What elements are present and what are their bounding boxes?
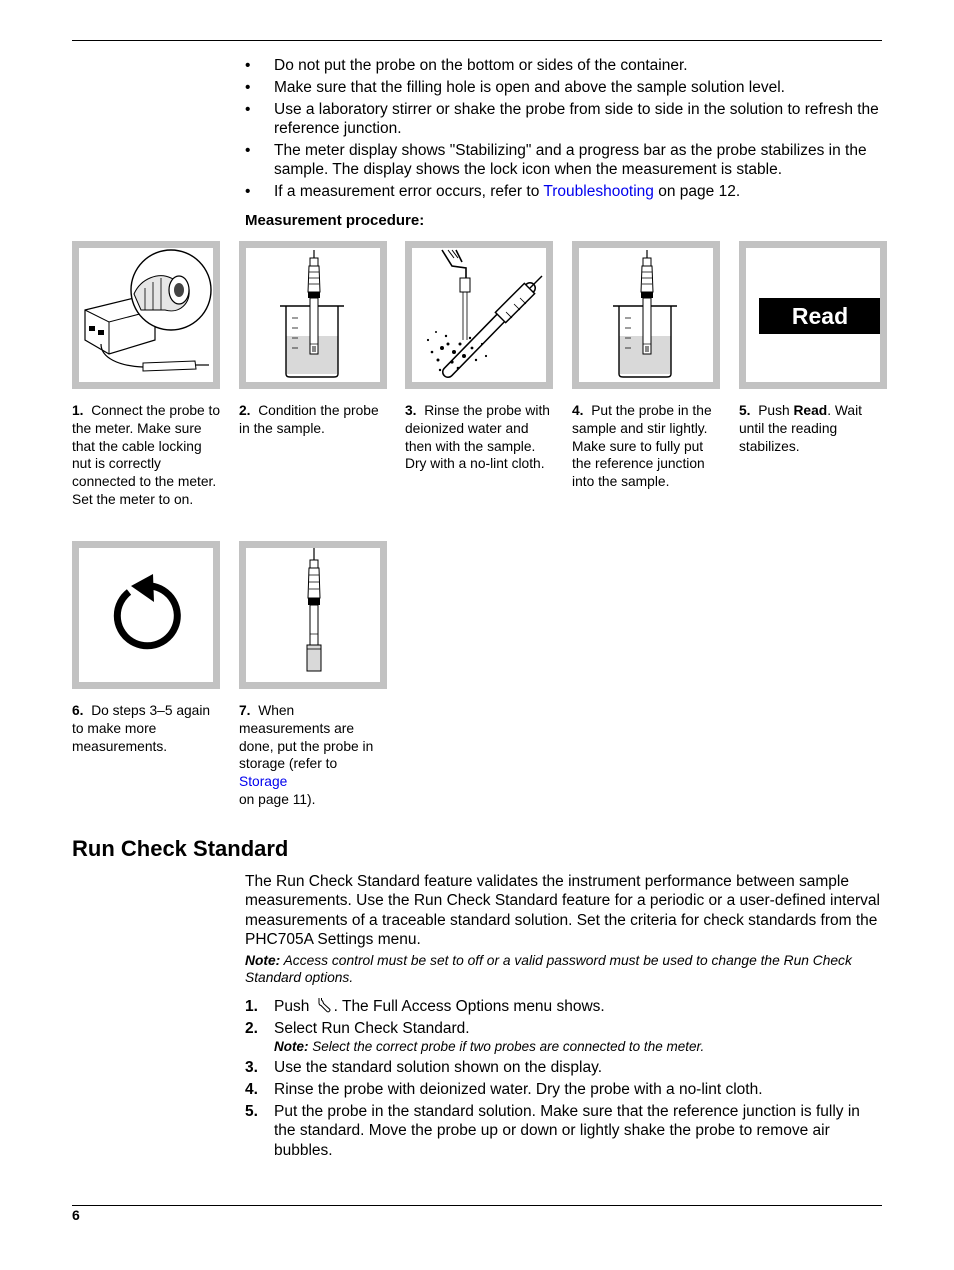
list-item: • Do not put the probe on the bottom or sides of the container. [245,57,688,74]
list-item: • The meter display shows "Stabilizing" and a progress bar as the probe stabilizes in the sample. The display shows the lock icon when the measurement is stable. [245,142,867,178]
precaution-list [245,56,885,204]
step-6-figure [72,541,220,689]
meter-connection-illustration [79,248,213,382]
step-4-figure [572,241,720,389]
step-3-figure [405,241,553,389]
step-5-figure [739,241,887,389]
probe-storage-illustration [246,548,380,682]
footer-rule [72,1205,882,1206]
rinse-probe-illustration [412,248,546,382]
run-check-steps [245,997,885,1163]
list-item: • If a measurement error occurs, refer to Troubleshooting on page 12. [245,183,741,200]
list-item: 1. Push . The Full Access Options menu shows. [245,998,605,1015]
probe-in-sample-illustration [579,248,713,382]
step-6-caption: 6. Do steps 3–5 again to make more measurements. [72,703,211,754]
header-rule [72,40,882,41]
list-item: • Make sure that the filling hole is open and above the sample solution level. [245,79,785,96]
intro-paragraph: The Run Check Standard feature validates the instrument performance between sample measurements. Use the Run Check Standard feature for a periodic or a user-defined interval measurements of a traceable standard solution. Set the criteria for check standards from the PHC705A Settings menu. [245,873,880,948]
step-1-figure [72,241,220,389]
step-5-caption: 5. Push Read. Wait until the reading stabilizes. [739,403,862,454]
troubleshooting-link[interactable]: Troubleshooting [543,183,654,200]
storage-link[interactable]: Storage [239,774,288,790]
access-note: Note: Access control must be set to off or a valid password must be used to change the Run Check Standard options. [245,953,852,985]
list-item: 2. Select Run Check Standard. Note: Select the correct probe if two probes are connected to the meter. [245,1019,885,1054]
procedure-heading: Measurement procedure: [245,212,425,229]
repeat-icon [79,548,213,682]
step-4-caption: 4. Put the probe in the sample and stir lightly. Make sure to fully put the reference junction into the sample. [572,403,712,490]
list-item: 3. Use the standard solution shown on the display. [245,1058,602,1076]
page-number: 6 [72,1207,80,1223]
step-7-caption: 7. When measurements are done, put the probe in storage (refer to Storage on page 11). [239,703,374,807]
section-title: Run Check Standard [72,836,289,861]
step-3-caption: 3. Rinse the probe with deionized water and then with the sample. Dry with a no-lint cloth. [405,403,550,472]
list-item: 5. Put the probe in the standard solution. Make sure that the reference junction is fully in the standard. Move the probe up or down or lightly shake the probe to remove air bubbles. [245,1103,860,1159]
step-7-figure [239,541,387,689]
probe-in-beaker-illustration [246,248,380,382]
probe-note: Note: Select the correct probe if two probes are connected to the meter. [274,1038,705,1054]
list-item: 4. Rinse the probe with deionized water. Dry the probe with a no-lint cloth. [245,1080,763,1098]
step-2-caption: 2. Condition the probe in the sample. [239,403,379,436]
list-item: • Use a laboratory stirrer or shake the probe from side to side in the solution to refresh the reference junction. [245,101,879,137]
step-2-figure [239,241,387,389]
wrench-icon [316,997,332,1013]
read-button[interactable]: Read [759,298,880,334]
step-1-caption: 1. Connect the probe to the meter. Make sure that the cable locking nut is correctly connected to the meter. Set the meter to on. [72,403,221,507]
